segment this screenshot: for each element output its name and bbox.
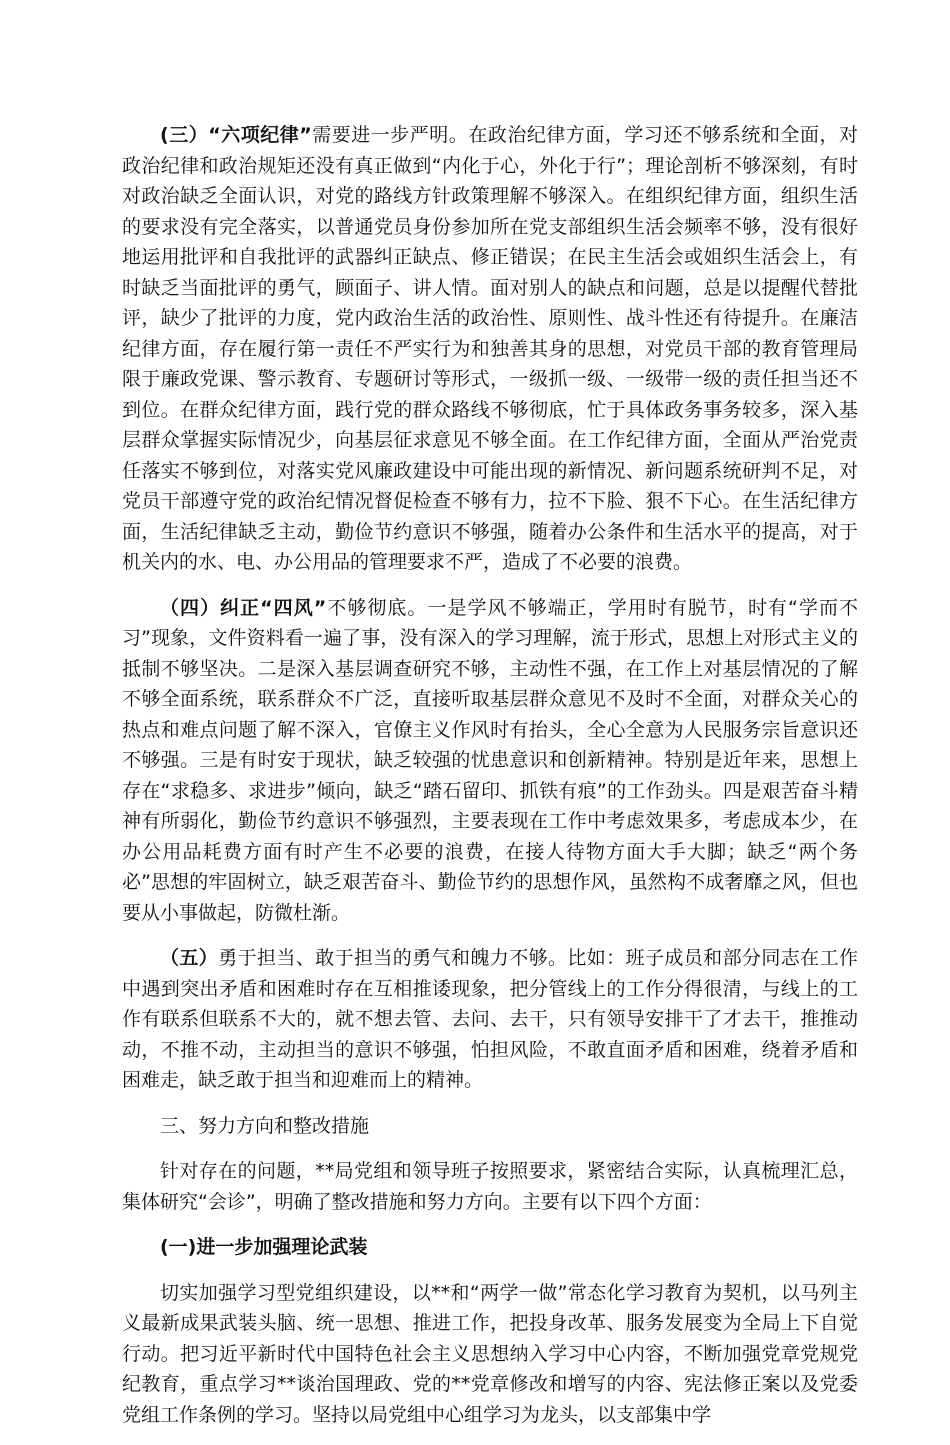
section-six-disciplines <box>122 120 858 578</box>
subsection-one-heading: (一)进一步加强理论武装 <box>160 1236 368 1258</box>
section-four-styles <box>122 593 858 929</box>
subsection-one-text: 切实加强学习型党组织建设，以**和“两学一做”常态化学习教育为契机，以马列主义最新成果武装头脑、统一思想、推进工作，把投身改革、服务发展变为全局上下自觉行动。把习近平新时代中国特色社会主义思想纳入学习中心内容，不断加强党章党规党纪教育，重点学习**谈治国理政、党的**党章修改和增写的内容、宪法修正案以及党委党组工作条例的学习。坚持以局党组中心组学习为龙头，以支部集中学 <box>122 1281 858 1426</box>
section-text: 需要进一步严明。在政治纪律方面，学习还不够系统和全面，对政治纪律和政治规矩还没有真正做到“内化于心，外化于行”；理论剖析不够深刻，有时对政治缺乏全面认识，对党的路线方针政策理解不够深入。在组织纪律方面，组织生活的要求没有完全落实，以普通党员身份参加所在党支部组织生活会频率不够，没有很好地运用批评和自我批评的武器纠正缺点、修正错误；在民主生活会或姐织生活会上，有时缺乏当面批评的勇气，顾面子、讲人情。面对别人的缺点和问题，总是以提醒代替批评，缺少了批评的力度，党内政治生活的政治性、原则性、战斗性还有待提升。在廉洁纪律方面，存在履行第一责任不严实行为和独善其身的思想，对党员干部的教育管理局限于廉政党课、警示教育、专题研讨等形式，一级抓一级、一级带一级的责任担当还不到位。在群众纪律方面，践行党的群众路线不够彻底，忙于具体政务事务较多，深入基层群众掌握实际情况少，向基层征求意见不够全面。在工作纪律方面，全面从严治党责任落实不够到位，对落实党风廉政建设中可能出现的新情况、新问题系统研判不足，对党员干部遵守党的政治纪情况督促检查不够有力，拉不下脸、狠不下心。在生活纪律方面，生活纪律缺乏主动，勤俭节约意识不够强，随着办公条件和生活水平的提高，对于机关内的水、电、办公用品的管理要求不严，造成了不必要的浪费。 <box>122 124 858 573</box>
section-text: 勇于担当、敢于担当的勇气和魄力不够。比如：班子成员和部分同志在工作中遇到突出矛盾和困难时存在互相推诿现象，把分管线上的工作分得很清，与线上的工作有联系但联系不大的，就不想去管、去问、去干，只有领导安排干了才去干，推推动动，不推不动，主动担当的意识不够强，怕担风险，不敢直面矛盾和困难，绕着矛盾和困难走，缺乏敢于担当和迎难而上的精神。 <box>122 947 858 1091</box>
section-lead: (三）“六项纪律” <box>160 124 312 146</box>
part-three-heading: 三、努力方向和整改措施 <box>160 1114 370 1137</box>
section-text: 不够彻底。一是学风不够端正，学用时有脱节，时有“学而不习”现象，文件资料看一遍了事，没有深入的学习理解，流于形式，思想上对形式主义的抵制不够坚决。二是深入基层调查研究不够，主动性不强，在工作上对基层情况的了解不够全面系统，联系群众不广泛，直接听取基层群众意见不及时不全面，对群众关心的热点和难点问题了解不深入，官僚主义作风时有抬头，全心全意为人民服务宗旨意识还不够强。三是有时安于现状，缺乏较强的忧患意识和创新精神。特别是近年来，思想上存在“求稳多、求进步”倾向，缺乏“踏石留印、抓铁有痕”的工作劲头。四是艰苦奋斗精神有所弱化，勤俭节约意识不够强烈，主要表现在工作中考虑效果多，考虑成本少，在办公用品耗费方面有时产生不必要的浪费，在接人待物方面大手大脚；缺乏“两个务必”思想的牢固树立，缺乏艰苦奋斗、勤俭节约的思想作风，虽然构不成奢靡之风，但也要从小事做起，防微杜渐。 <box>122 596 858 924</box>
document-page <box>122 120 858 1445</box>
section-lead: （四）纠正“四风” <box>160 596 327 619</box>
section-lead: （五） <box>160 947 219 969</box>
section-responsibility <box>122 943 858 1096</box>
part-three-intro: 针对存在的问题，**局党组和领导班子按照要求，紧密结合实际，认真梳理汇总，集体研究“会诊”，明确了整改措施和努力方向。主要有以下四个方面： <box>122 1160 858 1213</box>
